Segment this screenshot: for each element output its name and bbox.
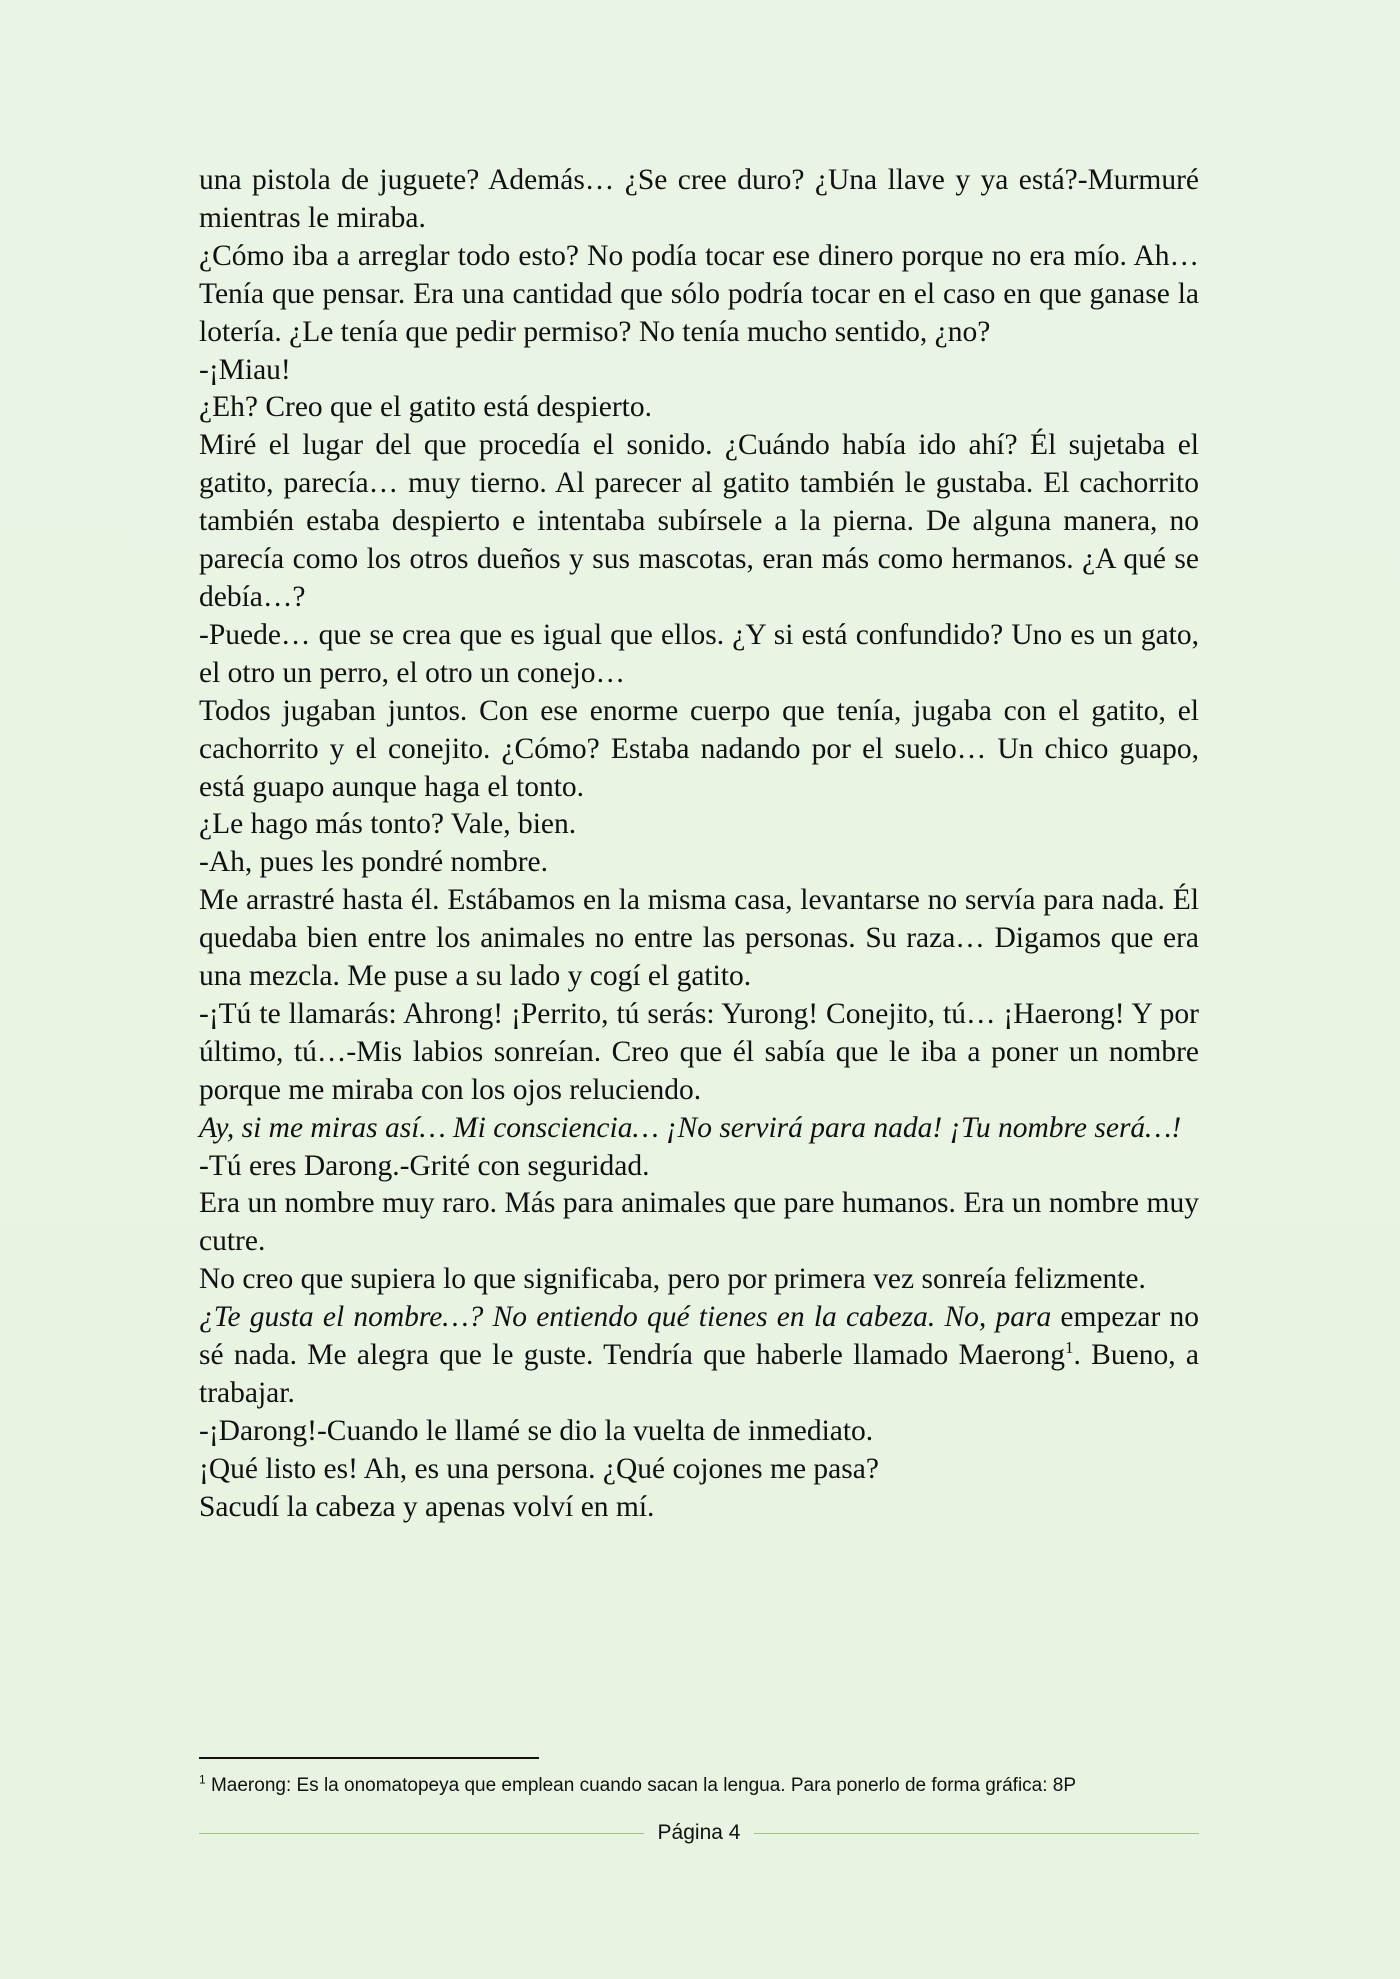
paragraph: -¡Darong!-Cuando le llamé se dio la vuelta de inmediato.	[199, 1414, 874, 1447]
footnote	[199, 1773, 1199, 1799]
paragraph: ¡Qué listo es! Ah, es una persona. ¿Qué cojones me pasa?	[199, 1452, 879, 1485]
page-footer	[199, 1818, 1199, 1848]
paragraph: Ay, si me miras así… Mi consciencia… ¡No servirá para nada! ¡Tu nombre será…!	[199, 1111, 1182, 1144]
closing-paragraph-list	[199, 1413, 1199, 1527]
paragraph: ¿Le hago más tonto? Vale, bien.	[199, 808, 577, 841]
paragraph-list	[199, 162, 1199, 1299]
footer-rule-right	[754, 1833, 1199, 1834]
mixed-after-text: . Bueno, a trabajar.	[199, 1339, 1199, 1409]
paragraph: Me arrastré hasta él. Estábamos en la misma casa, levantarse no servía para nada. Él quedaba bien entre los animales no entre las personas. Su raza… Digamos que era una mezcla. Me puse a su lado y cogí el gatito.	[199, 884, 1199, 993]
body-text	[199, 162, 1199, 1527]
paragraph: Sacudí la cabeza y apenas volví en mí.	[199, 1490, 655, 1523]
paragraph: -¡Miau!	[199, 353, 291, 386]
paragraph: -Ah, pues les pondré nombre.	[199, 846, 549, 879]
paragraph: Miré el lugar del que procedía el sonido. ¿Cuándo había ido ahí? Él sujetaba el gatito, parecía… muy tierno. Al parecer al gatito también le gustaba. El cachorrito también estaba despierto e intentaba subírsele a la pierna. De alguna manera, no parecía como los otros dueños y sus mascotas, eran más como hermanos. ¿A qué se debía…?	[199, 429, 1199, 613]
paragraph: -Tú eres Darong.-Grité con seguridad.	[199, 1149, 650, 1182]
footnote-number: 1	[199, 1772, 206, 1787]
paragraph: No creo que supiera lo que significaba, pero por primera vez sonreía felizmente.	[199, 1263, 1146, 1296]
paragraph: -¡Tú te llamarás: Ahrong! ¡Perrito, tú serás: Yurong! Conejito, tú… ¡Haerong! Y por último, tú…-Mis labios sonreían. Creo que él sabía que le iba a poner un nombre porque me miraba con los ojos reluciendo.	[199, 997, 1199, 1106]
paragraph: Todos jugaban juntos. Con ese enorme cuerpo que tenía, jugaba con el gatito, el cachorrito y el conejito. ¿Cómo? Estaba nadando por el suelo… Un chico guapo, está guapo aunque haga el tonto.	[199, 694, 1199, 803]
page-number: Página 4	[657, 1821, 741, 1844]
paragraph: Era un nombre muy raro. Más para animales que pare humanos. Era un nombre muy cutre.	[199, 1187, 1199, 1258]
paragraph: ¿Cómo iba a arreglar todo esto? No podía tocar ese dinero porque no era mío. Ah… Tenía que pensar. Era una cantidad que sólo podría tocar en el caso en que ganase la lotería. ¿Le tenía que pedir permiso? No tenía mucho sentido, ¿no?	[199, 239, 1199, 348]
footer-rule-left	[199, 1833, 644, 1834]
paragraph: ¿Eh? Creo que el gatito está despierto.	[199, 391, 652, 424]
mixed-italic-text: ¿Te gusta el nombre…? No entiendo qué tienes en la cabeza. No, para	[199, 1301, 1052, 1334]
paragraph: una pistola de juguete? Además… ¿Se cree duro? ¿Una llave y ya está?-Murmuré mientras le miraba.	[199, 164, 1199, 234]
mixed-normal-text: empezar no sé nada. Me alegra que le guste. Tendría que haberle llamado Maerong	[199, 1301, 1199, 1372]
footnote-separator	[199, 1757, 539, 1759]
footnote-text: Maerong: Es la onomatopeya que emplean cuando sacan la lengua. Para ponerlo de forma gráfica: 8P	[205, 1775, 1077, 1796]
footnote-reference[interactable]: 1	[1065, 1338, 1074, 1358]
mixed-paragraph	[199, 1299, 1199, 1413]
paragraph: -Puede… que se crea que es igual que ellos. ¿Y si está confundido? Uno es un gato, el otro un perro, el otro un conejo…	[199, 618, 1199, 689]
